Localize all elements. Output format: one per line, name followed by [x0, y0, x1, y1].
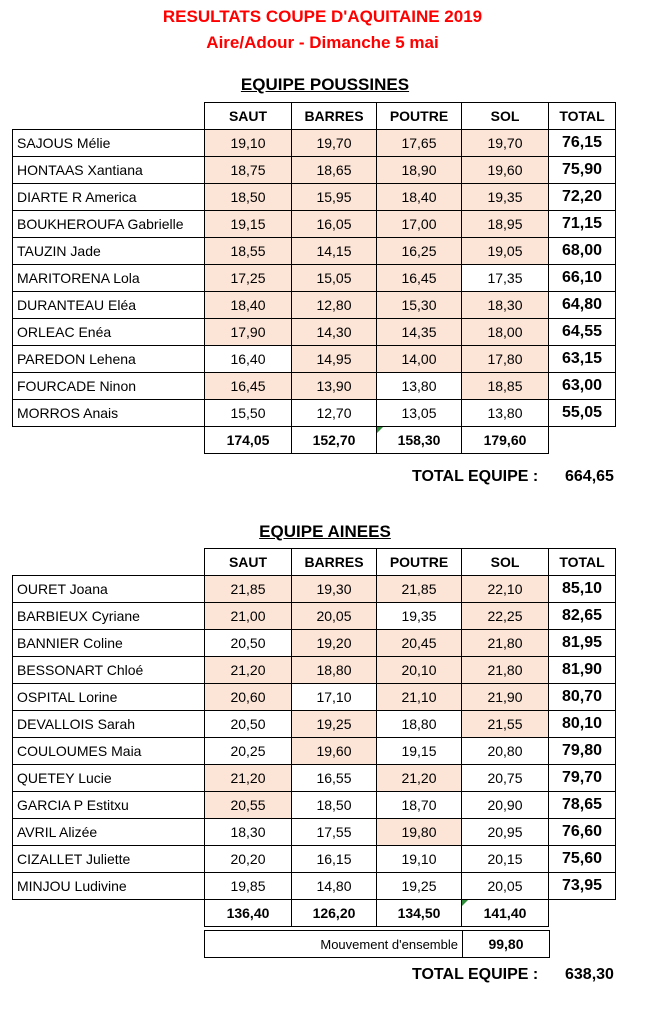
score-barres: 12,80 — [292, 292, 377, 319]
gymnast-name: OURET Joana — [13, 576, 205, 603]
gymnast-name: OSPITAL Lorine — [13, 684, 205, 711]
sum-saut: 136,40 — [205, 900, 292, 927]
score-total: 75,60 — [549, 846, 616, 873]
gymnast-name: AVRIL Alizée — [13, 819, 205, 846]
score-saut: 21,20 — [205, 657, 292, 684]
score-poutre: 16,45 — [377, 265, 462, 292]
table-row — [13, 373, 616, 400]
gymnast-name: MORROS Anais — [13, 400, 205, 427]
score-barres: 18,80 — [292, 657, 377, 684]
column-header-sol: SOL — [462, 549, 549, 576]
score-sol: 18,30 — [462, 292, 549, 319]
column-header-sol: SOL — [462, 103, 549, 130]
score-sol: 20,95 — [462, 819, 549, 846]
table-header-row — [13, 549, 616, 576]
column-header-poutre: POUTRE — [377, 549, 462, 576]
score-poutre: 19,15 — [377, 738, 462, 765]
score-barres: 18,50 — [292, 792, 377, 819]
score-saut: 21,00 — [205, 603, 292, 630]
table-row — [13, 873, 616, 900]
gymnast-name: COULOUMES Maia — [13, 738, 205, 765]
score-sol: 20,80 — [462, 738, 549, 765]
score-barres: 15,05 — [292, 265, 377, 292]
gymnast-name: QUETEY Lucie — [13, 765, 205, 792]
score-total: 63,00 — [549, 373, 616, 400]
gymnast-name: BANNIER Coline — [13, 630, 205, 657]
score-sol: 20,90 — [462, 792, 549, 819]
score-poutre: 21,10 — [377, 684, 462, 711]
score-poutre: 18,70 — [377, 792, 462, 819]
score-saut: 20,55 — [205, 792, 292, 819]
score-barres: 14,80 — [292, 873, 377, 900]
gymnast-name: MINJOU Ludivine — [13, 873, 205, 900]
score-saut: 18,55 — [205, 238, 292, 265]
score-saut: 17,90 — [205, 319, 292, 346]
score-barres: 16,15 — [292, 846, 377, 873]
score-saut: 20,50 — [205, 630, 292, 657]
score-sol: 19,60 — [462, 157, 549, 184]
score-sol: 19,35 — [462, 184, 549, 211]
sum-poutre: 134,50 — [377, 900, 462, 927]
score-total: 76,60 — [549, 819, 616, 846]
sum-empty-total-cell — [549, 427, 616, 454]
score-saut: 19,10 — [205, 130, 292, 157]
score-total: 81,90 — [549, 657, 616, 684]
sum-saut: 174,05 — [205, 427, 292, 454]
table-row — [13, 400, 616, 427]
score-sol: 20,75 — [462, 765, 549, 792]
team-total-ainees — [412, 966, 614, 984]
team-total-value: 638,30 — [565, 966, 614, 983]
score-sol: 21,80 — [462, 657, 549, 684]
score-barres: 14,15 — [292, 238, 377, 265]
table-row — [13, 819, 616, 846]
sum-sol: 179,60 — [462, 427, 549, 454]
mouvement-value: 99,80 — [463, 931, 550, 958]
score-saut: 20,25 — [205, 738, 292, 765]
gymnast-name: BOUKHEROUFA Gabrielle — [13, 211, 205, 238]
table-row — [13, 157, 616, 184]
table-row — [13, 765, 616, 792]
score-saut: 15,50 — [205, 400, 292, 427]
score-sol: 19,05 — [462, 238, 549, 265]
sum-empty-cell — [13, 900, 205, 927]
score-total: 66,10 — [549, 265, 616, 292]
column-header-saut: SAUT — [205, 103, 292, 130]
score-sol: 20,15 — [462, 846, 549, 873]
sum-empty-cell — [13, 427, 205, 454]
score-sol: 17,80 — [462, 346, 549, 373]
table-row — [13, 292, 616, 319]
score-total: 75,90 — [549, 157, 616, 184]
score-sol: 22,25 — [462, 603, 549, 630]
table-row — [13, 657, 616, 684]
table-row — [13, 238, 616, 265]
score-saut: 18,40 — [205, 292, 292, 319]
score-saut: 20,20 — [205, 846, 292, 873]
score-sol: 18,85 — [462, 373, 549, 400]
gymnast-name: TAUZIN Jade — [13, 238, 205, 265]
header-empty-cell — [13, 103, 205, 130]
score-sol: 13,80 — [462, 400, 549, 427]
score-poutre: 20,45 — [377, 630, 462, 657]
mouvement-label: Mouvement d'ensemble — [205, 931, 463, 958]
score-saut: 21,85 — [205, 576, 292, 603]
score-poutre: 17,65 — [377, 130, 462, 157]
sum-barres: 152,70 — [292, 427, 377, 454]
score-poutre: 19,10 — [377, 846, 462, 873]
gymnast-name: DURANTEAU Eléa — [13, 292, 205, 319]
score-saut: 16,45 — [205, 373, 292, 400]
gymnast-name: GARCIA P Estitxu — [13, 792, 205, 819]
score-barres: 17,10 — [292, 684, 377, 711]
gymnast-name: BARBIEUX Cyriane — [13, 603, 205, 630]
table-row — [13, 211, 616, 238]
score-total: 72,20 — [549, 184, 616, 211]
page-title: RESULTATS COUPE D'AQUITAINE 2019 — [162, 7, 483, 26]
score-poutre: 21,20 — [377, 765, 462, 792]
header-empty-cell — [13, 549, 205, 576]
gymnast-name: FOURCADE Ninon — [13, 373, 205, 400]
score-total: 68,00 — [549, 238, 616, 265]
score-total: 63,15 — [549, 346, 616, 373]
score-poutre: 13,80 — [377, 373, 462, 400]
score-sol: 18,95 — [462, 211, 549, 238]
score-total: 81,95 — [549, 630, 616, 657]
score-barres: 19,20 — [292, 630, 377, 657]
table-row — [13, 576, 616, 603]
score-saut: 16,40 — [205, 346, 292, 373]
score-total: 79,80 — [549, 738, 616, 765]
score-saut: 20,50 — [205, 711, 292, 738]
score-total: 82,65 — [549, 603, 616, 630]
score-total: 80,10 — [549, 711, 616, 738]
score-saut: 18,30 — [205, 819, 292, 846]
column-header-poutre: POUTRE — [377, 103, 462, 130]
table-row — [13, 346, 616, 373]
score-poutre: 19,80 — [377, 819, 462, 846]
column-header-saut: SAUT — [205, 549, 292, 576]
sum-poutre: 158,30 — [377, 427, 462, 454]
score-saut: 18,50 — [205, 184, 292, 211]
score-sol: 21,80 — [462, 630, 549, 657]
score-total: 79,70 — [549, 765, 616, 792]
score-poutre: 15,30 — [377, 292, 462, 319]
sum-empty-total-cell — [549, 900, 616, 927]
score-total: 85,10 — [549, 576, 616, 603]
table-row — [13, 319, 616, 346]
gymnast-name: DEVALLOIS Sarah — [13, 711, 205, 738]
results-table-ainees — [12, 548, 616, 927]
score-total: 80,70 — [549, 684, 616, 711]
score-barres: 19,60 — [292, 738, 377, 765]
column-header-barres: BARRES — [292, 103, 377, 130]
sum-barres: 126,20 — [292, 900, 377, 927]
sum-row — [13, 427, 616, 454]
score-saut: 20,60 — [205, 684, 292, 711]
gymnast-name: DIARTE R America — [13, 184, 205, 211]
score-poutre: 13,05 — [377, 400, 462, 427]
score-barres: 20,05 — [292, 603, 377, 630]
score-saut: 17,25 — [205, 265, 292, 292]
score-saut: 19,15 — [205, 211, 292, 238]
score-barres: 19,70 — [292, 130, 377, 157]
table-row — [13, 603, 616, 630]
score-total: 78,65 — [549, 792, 616, 819]
score-barres: 16,55 — [292, 765, 377, 792]
score-sol: 21,55 — [462, 711, 549, 738]
results-table-poussines — [12, 102, 616, 454]
score-poutre: 14,35 — [377, 319, 462, 346]
sum-row — [13, 900, 616, 927]
team-total-value: 664,65 — [565, 468, 614, 485]
score-total: 64,80 — [549, 292, 616, 319]
score-poutre: 18,80 — [377, 711, 462, 738]
score-sol: 18,00 — [462, 319, 549, 346]
team-title-ainees: EQUIPE AINEES — [259, 522, 391, 541]
score-barres: 19,25 — [292, 711, 377, 738]
score-sol: 22,10 — [462, 576, 549, 603]
column-header-total: TOTAL — [549, 549, 616, 576]
score-poutre: 18,90 — [377, 157, 462, 184]
gymnast-name: ORLEAC Enéa — [13, 319, 205, 346]
score-total: 64,55 — [549, 319, 616, 346]
score-total: 71,15 — [549, 211, 616, 238]
score-barres: 14,30 — [292, 319, 377, 346]
gymnast-name: PAREDON Lehena — [13, 346, 205, 373]
team-total-poussines — [412, 468, 614, 486]
score-saut: 18,75 — [205, 157, 292, 184]
column-header-total: TOTAL — [549, 103, 616, 130]
table-header-row — [13, 103, 616, 130]
score-barres: 18,65 — [292, 157, 377, 184]
gymnast-name: SAJOUS Mélie — [13, 130, 205, 157]
table-row — [13, 792, 616, 819]
table-row — [13, 684, 616, 711]
gymnast-name: HONTAAS Xantiana — [13, 157, 205, 184]
score-barres: 17,55 — [292, 819, 377, 846]
team-total-label: TOTAL EQUIPE : — [412, 966, 539, 983]
table-row — [13, 265, 616, 292]
table-row — [13, 846, 616, 873]
score-poutre: 21,85 — [377, 576, 462, 603]
score-poutre: 19,35 — [377, 603, 462, 630]
score-total: 55,05 — [549, 400, 616, 427]
score-poutre: 19,25 — [377, 873, 462, 900]
score-total: 73,95 — [549, 873, 616, 900]
table-row — [13, 738, 616, 765]
team-total-label: TOTAL EQUIPE : — [412, 468, 539, 485]
score-poutre: 16,25 — [377, 238, 462, 265]
table-row — [13, 711, 616, 738]
score-total: 76,15 — [549, 130, 616, 157]
table-row — [13, 630, 616, 657]
score-sol: 20,05 — [462, 873, 549, 900]
score-saut: 19,85 — [205, 873, 292, 900]
table-row — [13, 130, 616, 157]
mouvement-ensemble-row — [204, 930, 550, 958]
score-barres: 19,30 — [292, 576, 377, 603]
table-row — [13, 184, 616, 211]
team-title-poussines: EQUIPE POUSSINES — [240, 75, 410, 94]
score-poutre: 18,40 — [377, 184, 462, 211]
column-header-barres: BARRES — [292, 549, 377, 576]
score-sol: 17,35 — [462, 265, 549, 292]
gymnast-name: CIZALLET Juliette — [13, 846, 205, 873]
score-barres: 16,05 — [292, 211, 377, 238]
score-sol: 21,90 — [462, 684, 549, 711]
score-barres: 13,90 — [292, 373, 377, 400]
sum-sol: 141,40 — [462, 900, 549, 927]
score-barres: 15,95 — [292, 184, 377, 211]
score-sol: 19,70 — [462, 130, 549, 157]
score-saut: 21,20 — [205, 765, 292, 792]
score-poutre: 14,00 — [377, 346, 462, 373]
score-barres: 14,95 — [292, 346, 377, 373]
score-barres: 12,70 — [292, 400, 377, 427]
score-poutre: 20,10 — [377, 657, 462, 684]
gymnast-name: BESSONART Chloé — [13, 657, 205, 684]
score-poutre: 17,00 — [377, 211, 462, 238]
page-subtitle: Aire/Adour - Dimanche 5 mai — [206, 33, 439, 52]
gymnast-name: MARITORENA Lola — [13, 265, 205, 292]
